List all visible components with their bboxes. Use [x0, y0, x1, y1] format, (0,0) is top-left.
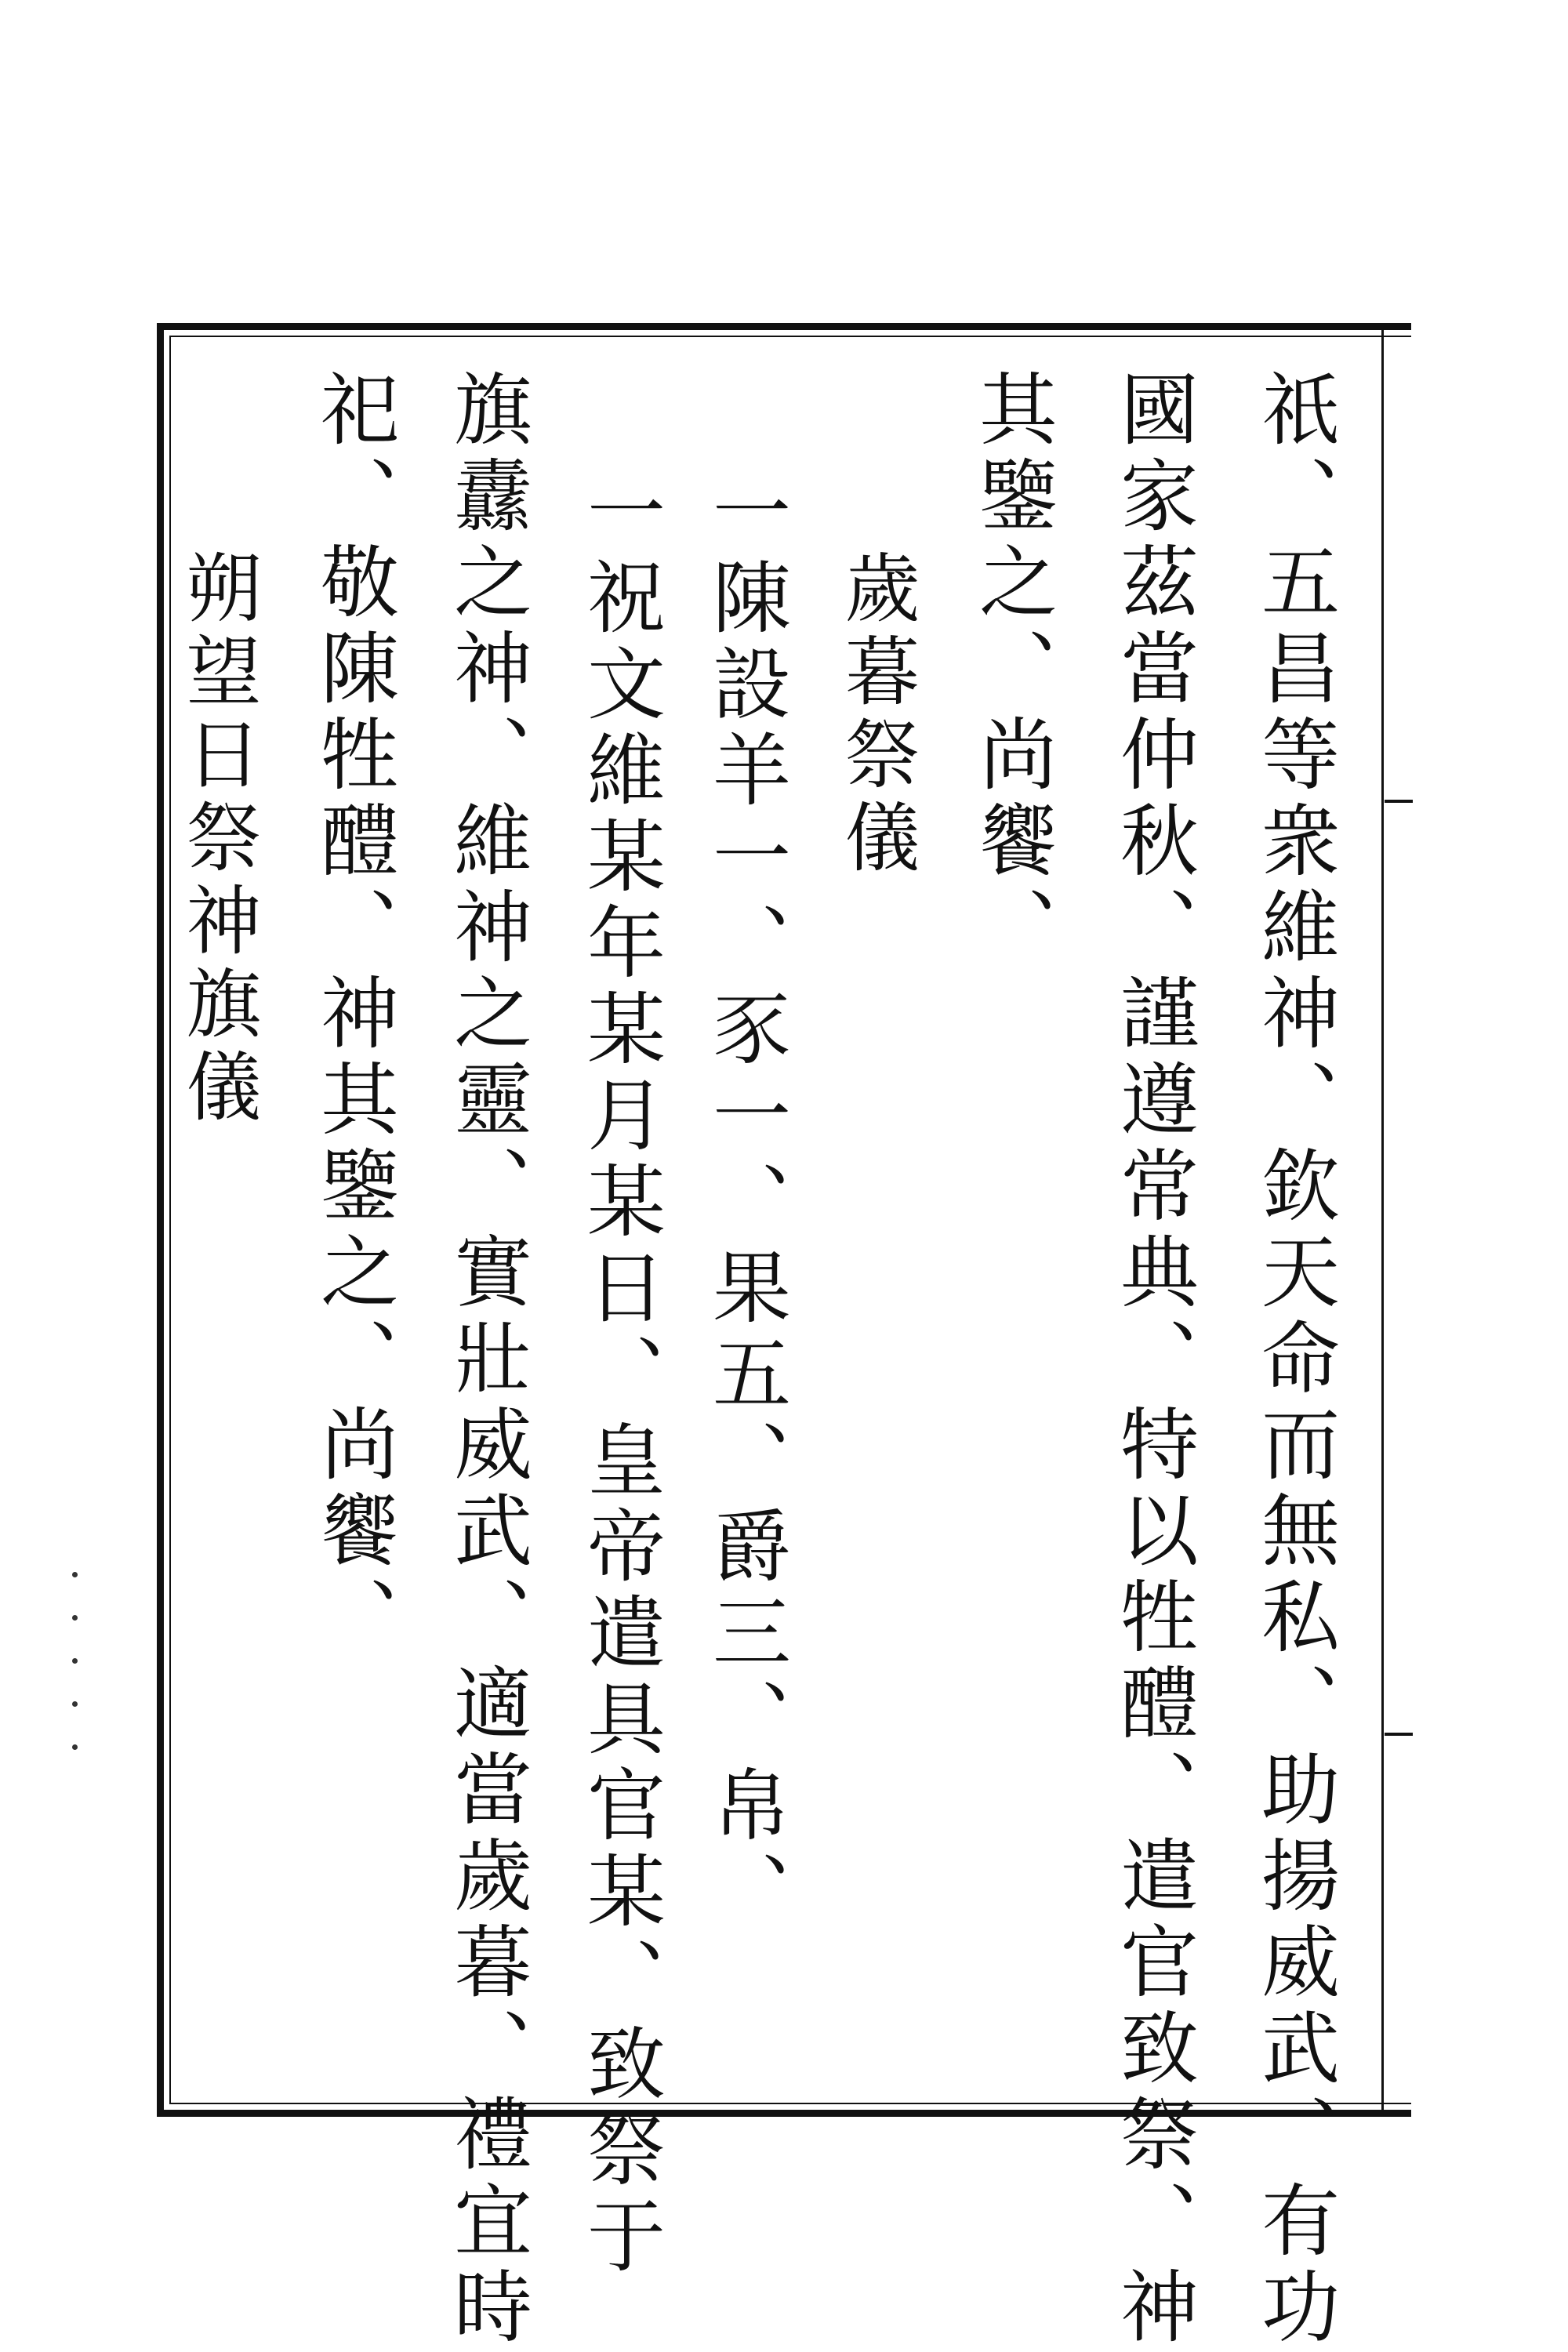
- section-heading-year-end-rite: 歲暮祭儀: [833, 549, 920, 881]
- text-column-7: 旗纛之神、維神之靈、實壯威武、適當歲暮、禮宜時: [441, 368, 532, 2352]
- text-column-8: 祀、敬陳牲醴、神其鑒之、尚饗、: [307, 368, 399, 1662]
- margin-dot: [72, 1744, 78, 1750]
- section-heading-new-moon-rite: 朔望日祭神旗儀: [174, 549, 262, 1131]
- margin-dot: [72, 1572, 78, 1577]
- text-column-6: 一祝文維某年某月某日、皇帝遣具官某、致祭于: [574, 470, 666, 2281]
- text-column-2: 國家茲當仲秋、謹遵常典、特以牲醴、遣官致祭、神: [1107, 368, 1199, 2352]
- margin-dot: [72, 1615, 78, 1621]
- text-column-1: 祇、五昌等衆維神、欽天命而無私、助揚威武、有功: [1248, 368, 1340, 2352]
- fold-mark-top: [1385, 800, 1413, 803]
- margin-dot: [72, 1658, 78, 1664]
- text-column-5: 一陳設羊一、豕一、果五、爵三、帛、: [699, 470, 791, 1936]
- fold-divider-line: [1381, 329, 1384, 2117]
- margin-dot: [72, 1701, 78, 1707]
- text-column-3: 其鑒之、尚饗、: [966, 368, 1058, 972]
- fold-mark-bottom: [1385, 1733, 1413, 1736]
